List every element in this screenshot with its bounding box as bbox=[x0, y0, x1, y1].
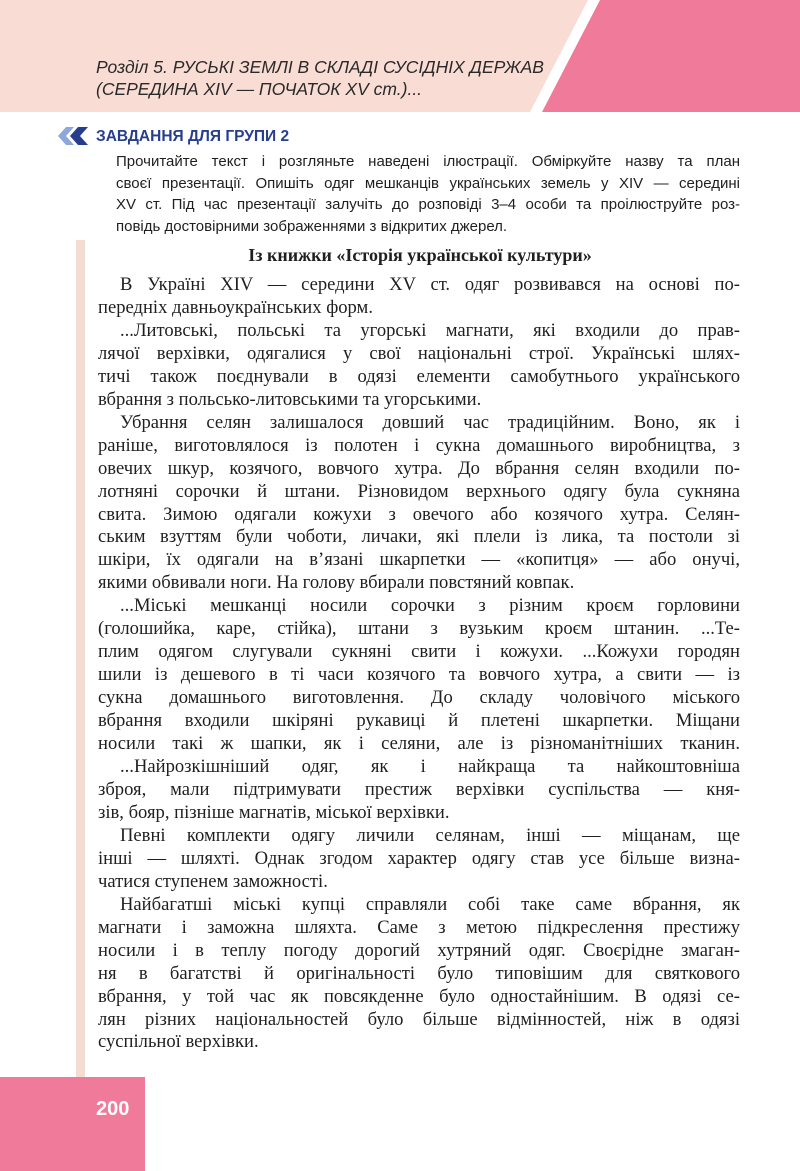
text-line: інші — шляхті. Однак згодом характер одягу став усе більше визна- bbox=[98, 847, 740, 869]
text-line: овечих шкур, козячого, вовчого хутра. До вбрання селян входили по- bbox=[98, 457, 740, 479]
excerpt-title: Із книжки «Історія української культури» bbox=[248, 245, 592, 265]
text-line: передніх давньоукраїнських форм. bbox=[98, 296, 373, 318]
text-line: вбрання з польсько-литовськими та угорськими. bbox=[98, 388, 482, 410]
text-line: ським взуттям були чоботи, личаки, які плели із лика, та постоли зі bbox=[98, 526, 740, 548]
chapter-title bbox=[96, 56, 596, 100]
text-line: якими обвивали ноги. На голову вбирали повстяний ковпак. bbox=[98, 572, 575, 594]
text-line: шкіри, їх одягали на в’язані шкарпетки — «копитця» — або онучі, bbox=[98, 549, 740, 571]
text-line: раніше, виготовлялося із полотен і сукна домашнього виробництва, з bbox=[98, 434, 740, 456]
page-number-box bbox=[0, 1077, 145, 1171]
text-line: чатися ступенем заможності. bbox=[98, 870, 328, 892]
text-line: лян різних національностей було більше відмінностей, ніж в одязі bbox=[98, 1008, 740, 1030]
text-line: Певні комплекти одягу личили селянам, інші — міщанам, ще bbox=[120, 824, 740, 846]
text-line: лотняні сорочки й штани. Різновидом верхнього одягу була сукняна bbox=[98, 480, 740, 502]
chapter-title-line-2: (СЕРЕДИНА XIV — ПОЧАТОК XV ст.)... bbox=[96, 79, 423, 99]
task-line: XV ст. Під час презентації залучіть до розповіді 3–4 особи та проілюструйте роз- bbox=[116, 196, 740, 213]
text-line: лячої верхівки, одягалися у свої національні строї. Українські шлях- bbox=[98, 342, 740, 364]
text-line: (голошийка, каре, стійка), штани з вузьким кроєм штанин. ...Те- bbox=[98, 618, 740, 640]
chapter-title-line-1: Розділ 5. РУСЬКІ ЗЕМЛІ В СКЛАДІ СУСІДНІХ ДЕРЖАВ bbox=[96, 57, 544, 77]
text-line: ...Міські мешканці носили сорочки з різним кроєм горловини bbox=[120, 595, 740, 617]
text-line: сукна домашнього виготовлення. До складу чоловічого міського bbox=[98, 687, 740, 709]
text-line: носили і в теплу погоду дорогий хутряний одяг. Своєрідне змаган- bbox=[98, 939, 740, 961]
text-line: Найбагатші міські купці справляли собі таке саме вбрання, як bbox=[120, 893, 740, 915]
text-line: В Україні XIV — середини XV ст. одяг розвивався на основі по- bbox=[120, 274, 740, 295]
text-line: шили із дешевого в ті часи козячого та вовчого хутра, а свити — із bbox=[98, 664, 740, 686]
task-line: повідь достовірними зображеннями з відкритих джерел. bbox=[116, 217, 508, 235]
text-line: зброя, мали підтримувати престиж верхівки суспільства — кня- bbox=[98, 778, 740, 800]
text-line: ня в багатстві й оригінальності було типовішим для святкового bbox=[98, 962, 740, 984]
task-heading: ЗАВДАННЯ ДЛЯ ГРУПИ 2 bbox=[96, 128, 290, 145]
text-line: зів, бояр, пізніше магнатів, міської верхівки. bbox=[98, 801, 450, 823]
text-line: носили такі ж шапки, як і селяни, але із різноманітніших тканин. bbox=[98, 733, 740, 755]
double-chevron-left-icon bbox=[56, 127, 90, 145]
text-line: Убрання селян залишалося довший час традиційним. Воно, як і bbox=[120, 411, 740, 433]
text-line: ...Найрозкішніший одяг, як і найкраща та найкоштовніша bbox=[120, 756, 740, 778]
excerpt-text bbox=[98, 274, 740, 1054]
quote-side-bar bbox=[76, 240, 85, 1077]
text-line: ...Литовські, польські та угорські магнати, які входили до прав- bbox=[120, 319, 740, 341]
task-line: своєї презентації. Опишіть одяг мешканців українських земель у XIV — середині bbox=[116, 174, 740, 192]
page-number: 200 bbox=[96, 1098, 130, 1120]
text-line: свита. Зимою одягали кожухи з овечого або козячого хутра. Селян- bbox=[98, 503, 740, 525]
text-line: суспільної верхівки. bbox=[98, 1031, 259, 1053]
task-instructions bbox=[116, 151, 740, 237]
task-line: Прочитайте текст і розгляньте наведені ілюстрації. Обміркуйте назву та план bbox=[116, 153, 740, 170]
text-line: вбрання, у той час як повсякденне було одностайнішим. В одязі се- bbox=[98, 985, 740, 1007]
text-line: магнати і заможна шляхта. Саме з метою підкреслення престижу bbox=[98, 916, 740, 938]
text-line: плим одягом слугували сукняні свити і кожухи. ...Кожухи городян bbox=[98, 641, 740, 663]
text-line: тичі також поєднували в одязі елементи самобутнього українського bbox=[98, 365, 740, 387]
text-line: вбрання входили шкіряні рукавиці й плетені шкарпетки. Міщани bbox=[98, 710, 740, 732]
